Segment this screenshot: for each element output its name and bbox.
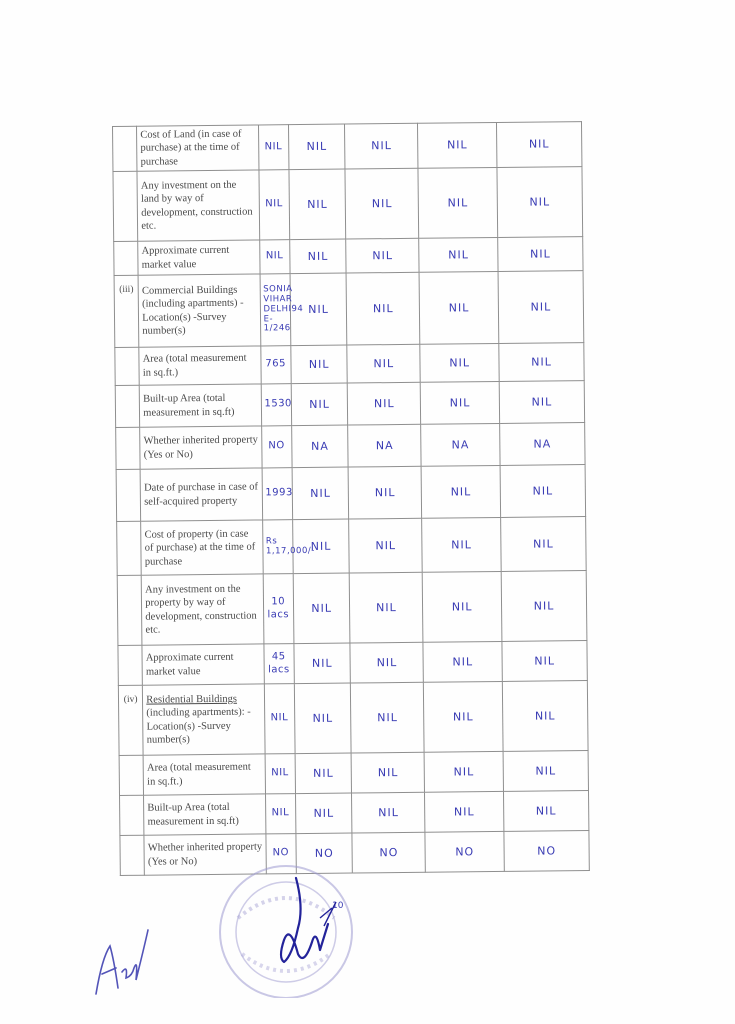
handwritten-value: NIL [258,125,289,171]
official-seal-stamp [208,858,358,998]
handwritten-value: NIL [259,170,290,240]
handwritten-value: NIL [290,273,347,346]
section-title: Residential Buildings [146,693,238,706]
handwritten-value: NIL [497,167,583,238]
table-row [114,271,584,348]
table-row [120,791,589,836]
handwritten-value: NIL [294,643,351,684]
handwritten-value: NIL [424,752,503,793]
row-number [120,796,145,836]
handwritten-value: NIL [347,345,420,384]
handwritten-value: NA [421,424,500,467]
row-number [120,836,145,876]
row-label: Area (total measurement in sq.ft.) [139,346,261,385]
row-label: Area (total measurement in sq.ft.) [143,754,265,795]
row-label: Any investment on the land by way of development, construction etc. [137,170,259,241]
table-row [117,571,587,646]
handwritten-value: NIL [288,124,345,170]
handwritten-value: NIL [501,571,587,642]
handwritten-value: 765 [260,346,291,384]
handwritten-value: NIL [293,573,350,644]
table-row [115,343,584,386]
stamp-number: 10 [332,901,344,911]
handwritten-value: NIL [346,273,420,346]
handwritten-value: NIL [418,122,497,168]
handwritten-value: NIL [290,239,347,274]
handwritten-value: NIL [345,123,418,169]
row-label [143,684,265,755]
handwritten-value: NIL [350,643,423,684]
handwritten-value [260,274,304,346]
handwritten-value: NO [296,833,353,874]
table-row [115,381,584,428]
handwritten-address: SONIA VIHAR DELHI94 E-1/246 [263,284,304,334]
row-label: Date of purchase in case of self-acquired property [140,468,262,521]
handwritten-value: NIL [499,381,584,424]
row-label: Built-up Area (total measurement in sq.ft) [144,794,266,835]
row-label: Approximate current market value [142,644,264,685]
row-label: Cost of Land (in case of purchase) at the time of purchase [137,125,259,172]
handwritten-value: NIL [499,343,584,382]
handwritten-value: NIL [419,238,498,273]
handwritten-value: NIL [348,383,421,426]
handwritten-address: Rs 1,17,000/- [265,536,315,557]
handwritten-value: NIL [349,467,422,520]
table-row [118,641,587,686]
handwritten-value: NIL [498,237,583,272]
table-row [113,167,583,242]
handwritten-value: NIL [295,753,352,794]
handwritten-value: NIL [292,519,349,574]
handwritten-value: NIL [352,793,425,834]
handwritten-value: NIL [345,169,418,240]
handwritten-value: NO [425,832,504,873]
table-row [116,423,585,470]
handwritten-value: NIL [291,383,348,426]
handwritten-value: NIL [265,794,296,834]
handwritten-value: 45 lacs [263,644,294,684]
handwritten-value: NIL [498,271,584,344]
row-label: Approximate current market value [138,240,260,275]
handwritten-value: NIL [294,683,351,754]
row-number: (iv) [118,686,143,756]
handwritten-value: NIL [264,684,295,754]
row-label: Built-up Area (total measurement in sq.ft) [139,384,261,427]
row-number [117,522,142,576]
handwritten-value: NIL [419,272,499,345]
row-label: Whether inherited property (Yes or No) [144,834,266,875]
table-row [118,681,588,756]
row-number [113,126,138,172]
handwritten-value [262,520,315,574]
handwritten-value: NIL [424,682,504,753]
handwritten-value: NIL [289,169,346,240]
row-number [119,756,144,796]
handwritten-value: NIL [291,345,348,384]
row-number [113,172,138,242]
handwritten-value: NIL [420,344,499,383]
table-row [117,517,587,576]
row-label: Commercial Buildings (including apartments) -Location(s) -Survey number(s) [138,274,260,347]
handwritten-value: 10 lacs [263,574,294,644]
row-number [115,348,140,386]
handwritten-value: NA [291,425,348,468]
row-label: Cost of property (in case of purchase) at the time of purchase [141,520,263,575]
handwritten-value: NIL [501,517,587,572]
table-row [113,122,582,172]
handwritten-value: NIL [423,642,502,683]
handwritten-value: 1993 [262,468,293,520]
handwritten-value: NO [504,831,589,872]
row-number [114,242,139,276]
row-label: Any investment on the property by way of development, construction etc. [141,574,263,645]
row-number: (iii) [114,276,139,348]
table-row [119,751,588,796]
handwritten-value: NIL [422,572,502,643]
handwritten-value: NIL [259,240,290,274]
handwritten-value: NIL [292,467,349,520]
handwritten-value: NIL [350,573,423,644]
handwritten-value: NO [352,833,425,874]
handwritten-value: NIL [502,641,587,682]
handwritten-value: NA [500,423,585,466]
handwritten-value: NIL [504,791,589,832]
handwritten-value: NIL [500,465,586,518]
handwritten-value: NIL [349,519,422,574]
handwritten-value: NIL [425,792,504,833]
handwritten-value: NIL [265,754,296,794]
handwritten-value: 1530 [261,384,292,426]
table-row [114,237,583,276]
handwritten-value: NIL [503,751,588,792]
handwritten-value: NO [261,426,292,468]
signature [281,878,328,962]
row-number [116,428,141,470]
row-number [115,386,140,428]
handwritten-initials [88,918,158,998]
handwritten-value: NIL [418,168,498,239]
row-number [116,470,141,522]
handwritten-value: NO [265,834,296,874]
handwritten-value: NIL [351,683,424,754]
row-label-text: (including apartments): -Location(s) -Survey number(s) [146,706,251,746]
handwritten-value: NIL [352,753,425,794]
handwritten-value: NIL [346,239,419,274]
handwritten-value: NA [348,425,421,468]
table-row [116,465,586,522]
handwritten-value: NIL [497,122,582,168]
row-number [117,576,142,646]
handwritten-value: NIL [502,681,588,752]
handwritten-value: NIL [295,793,352,834]
handwritten-value: NIL [422,518,501,573]
handwritten-value: NIL [420,382,499,425]
row-label: Whether inherited property (Yes or No) [140,426,262,469]
handwritten-value: NIL [421,466,500,519]
row-number [118,646,143,686]
assets-declaration-table [112,121,590,876]
